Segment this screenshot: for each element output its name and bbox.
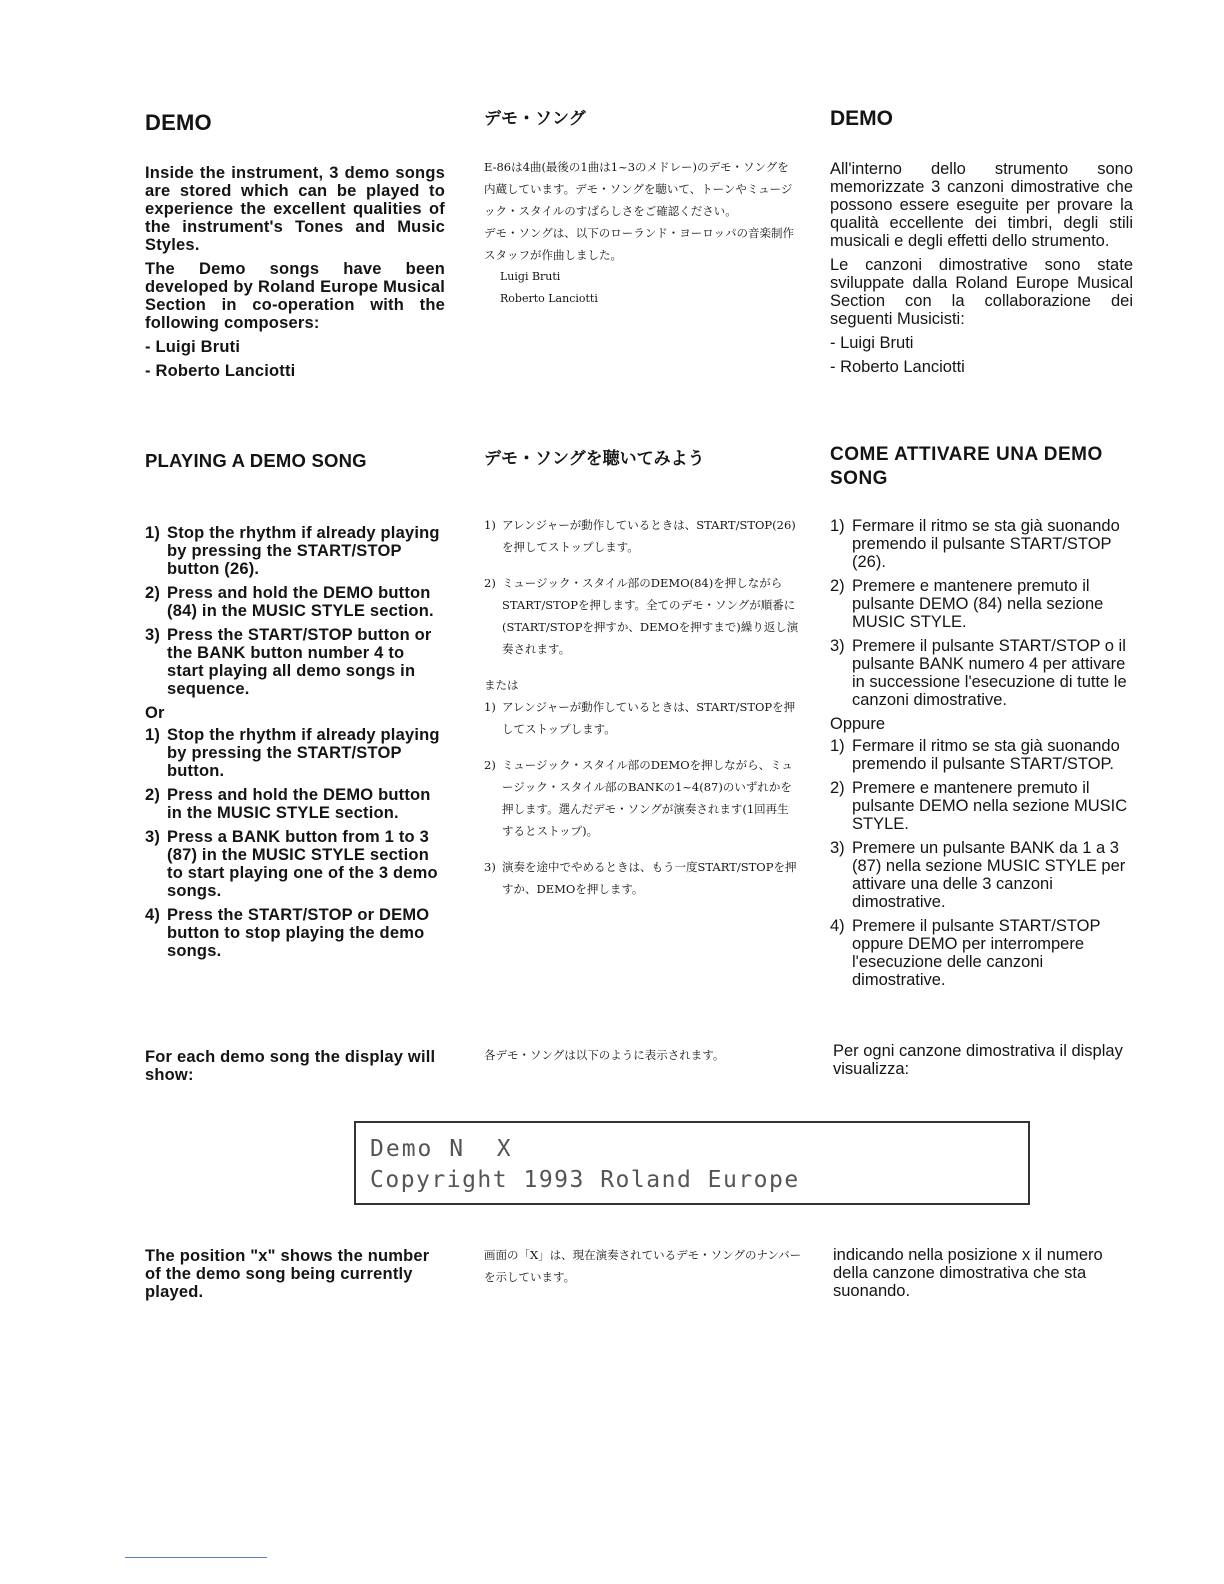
en-or-label: Or: [145, 704, 165, 722]
en-playing-column: [145, 450, 445, 966]
en-composer-1: - Luigi Bruti: [145, 338, 241, 356]
ja-demo-heading: デモ・ソング: [484, 109, 586, 129]
list-item: 2) ミュージック・スタイル部のDEMO(84)を押しながらSTART/STOPを押します。全てのデモ・ソングが順番に(START/STOPを押すか、DEMOを押すまで)繰り返し演奏されます。: [484, 576, 799, 656]
ja-composer-1: Luigi Bruti: [500, 270, 561, 283]
ja-demo-column: [484, 108, 796, 310]
it-steps-list-1: [830, 517, 1136, 709]
ja-steps-list-2: [484, 696, 800, 900]
lcd-line-1: Demo N X: [370, 1136, 513, 1162]
it-demo-column: [830, 106, 1133, 376]
it-playing-heading: COME ATTIVARE UNA DEMO SONG: [830, 444, 1103, 489]
list-item: 2) Premere e mantenere premuto il pulsante DEMO (84) nella sezione MUSIC STYLE.: [830, 577, 1104, 631]
list-item: 4) Premere il pulsante START/STOP oppure DEMO per interrompere l'esecuzione delle canzoni dimostrative.: [830, 917, 1101, 989]
ja-demo-paragraph-1: E-86は4曲(最後の1曲は1~3のメドレー)のデモ・ソングを内蔵しています。デモ・ソングを聴いて、トーンやミュージック・スタイルのすばらしさをご確認ください。: [484, 160, 793, 218]
list-item: 1) アレンジャーが動作しているときは、START/STOP(26)を押してストップします。: [484, 518, 796, 554]
list-item: 3) Premere il pulsante START/STOP o il pulsante BANK numero 4 per attivare in successione l'esecuzione di tutte le canzoni dimostrative.: [830, 637, 1127, 709]
ja-composer-2: Roberto Lanciotti: [500, 292, 598, 305]
en-playing-heading: PLAYING A DEMO SONG: [145, 450, 367, 471]
list-item: 3) 演奏を途中でやめるときは、もう一度START/STOPを押すか、DEMOを押します。: [484, 860, 797, 896]
en-demo-column: [145, 110, 445, 380]
en-demo-paragraph-2: The Demo songs have been developed by Roland Europe Musical Section in co-operation with the following composers:: [145, 260, 445, 332]
list-item: 2) Press and hold the DEMO button (84) in the MUSIC STYLE section.: [145, 584, 434, 620]
it-position-note: indicando nella posizione x il numero della canzone dimostrativa che sta suonando.: [833, 1246, 1103, 1300]
it-demo-heading: DEMO: [830, 107, 893, 130]
it-or-label: Oppure: [830, 715, 886, 733]
en-demo-heading: DEMO: [145, 110, 212, 135]
list-item: 1) Stop the rhythm if already playing by pressing the START/STOP button (26).: [145, 524, 440, 578]
ja-playing-heading: デモ・ソングを聴いてみよう: [484, 449, 705, 469]
ja-or-label: または: [484, 678, 519, 692]
list-item: 2) Press and hold the DEMO button in the MUSIC STYLE section.: [145, 786, 431, 822]
en-position-note: The position "x" shows the number of the demo song being currently played.: [145, 1247, 430, 1301]
list-item: 3) Premere un pulsante BANK da 1 a 3 (87) nella sezione MUSIC STYLE per attivare una delle 3 canzoni dimostrative.: [830, 839, 1126, 911]
lcd-display: [354, 1121, 1030, 1205]
list-item: 3) Press a BANK button from 1 to 3 (87) in the MUSIC STYLE section to start playing one of the 3 demo songs.: [145, 828, 438, 900]
en-steps-list-2: [145, 726, 445, 960]
en-demo-paragraph-1: Inside the instrument, 3 demo songs are stored which can be played to experience the excellent qualities of the instrument's Tones and Music Styles.: [145, 164, 445, 254]
ja-demo-paragraph-2: デモ・ソングは、以下のローランド・ヨーロッパの音楽制作スタッフが作曲しました。: [484, 226, 795, 262]
it-steps-list-2: [830, 737, 1136, 989]
ja-playing-column: [484, 448, 800, 914]
list-item: 1) アレンジャーが動作しているときは、START/STOPを押してストップします。: [484, 700, 796, 736]
list-item: 1) Stop the rhythm if already playing by pressing the START/STOP button.: [145, 726, 440, 780]
lcd-line-2: Copyright 1993 Roland Europe: [370, 1167, 800, 1193]
list-item: 1) Fermare il ritmo se sta già suonando premendo il pulsante START/STOP (26).: [830, 517, 1120, 571]
ja-display-intro: 各デモ・ソングは以下のように表示されます。: [484, 1048, 725, 1062]
it-composer-2: - Roberto Lanciotti: [830, 358, 965, 376]
ja-steps-list-1: [484, 514, 800, 660]
list-item: 1) Fermare il ritmo se sta già suonando premendo il pulsante START/STOP.: [830, 737, 1120, 773]
it-display-intro: Per ogni canzone dimostrativa il display visualizza:: [833, 1042, 1123, 1078]
list-item: 4) Press the START/STOP or DEMO button to stop playing the demo songs.: [145, 906, 430, 960]
en-composer-2: - Roberto Lanciotti: [145, 362, 296, 380]
footer-rule: [125, 1557, 267, 1558]
list-item: 2) Premere e mantenere premuto il pulsante DEMO nella sezione MUSIC STYLE.: [830, 779, 1128, 833]
ja-position-note: 画面の「X」は、現在演奏されているデモ・ソングのナンバーを示しています。: [484, 1248, 802, 1284]
list-item: 3) Press the START/STOP button or the BANK button number 4 to start playing all demo songs in sequence.: [145, 626, 432, 698]
en-steps-list-1: [145, 524, 445, 698]
en-display-intro: For each demo song the display will show:: [145, 1048, 436, 1084]
it-demo-paragraph-1: All'interno dello strumento sono memorizzate 3 canzoni dimostrative che possono essere eseguite per provare la qualità eccellente dei timbri, degli stili musicali e degli effetti dello strumento.: [830, 160, 1133, 250]
list-item: 2) ミュージック・スタイル部のDEMOを押しながら、ミュージック・スタイル部のBANKの1~4(87)のいずれかを押します。選んだデモ・ソングが演奏されます(1回再生するとストップ)。: [484, 758, 793, 838]
it-playing-column: [830, 443, 1136, 995]
it-demo-paragraph-2: Le canzoni dimostrative sono state sviluppate dalla Roland Europe Musical Section con la collaborazione dei seguenti Musicisti:: [830, 256, 1133, 328]
it-composer-1: - Luigi Bruti: [830, 334, 914, 352]
